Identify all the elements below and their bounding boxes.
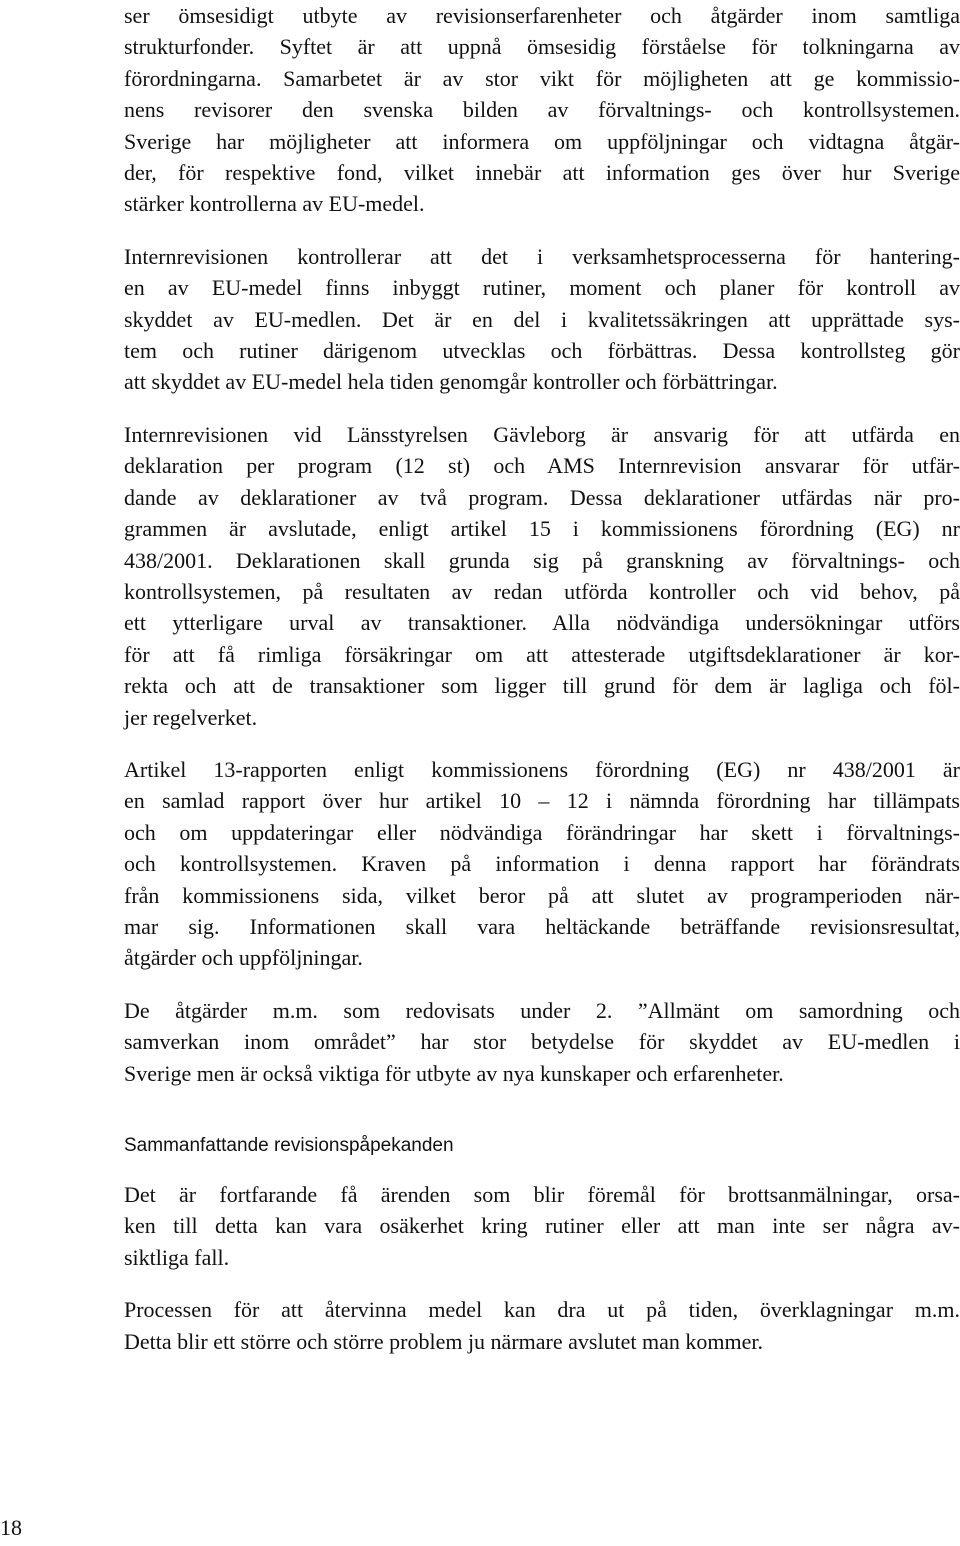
text-line: Det är fortfarande få ärenden som blir föremål för brottsanmälningar, orsa- <box>124 1182 960 1207</box>
paragraph-gap <box>124 974 960 995</box>
paragraph <box>124 1179 960 1273</box>
text-line: och om uppdateringar eller nödvändiga förändringar har skett i förvaltnings- <box>124 819 960 845</box>
paragraph <box>124 419 960 733</box>
paragraph <box>124 995 960 1089</box>
text-line: ser ömsesidigt utbyte av revisionserfarenheter och åtgärder inom samtliga <box>124 3 960 28</box>
paragraph <box>124 1294 960 1357</box>
text-line: der, för respektive fond, vilket innebär att information ges över hur Sverige <box>124 160 960 186</box>
text-line: De åtgärder m.m. som redovisats under 2. ”Allmänt om samordning och <box>124 997 960 1023</box>
text-line: grammen är avslutade, enligt artikel 15 i kommissionens förordning (EG) nr <box>124 516 960 542</box>
text-line: Artikel 13-rapporten enligt kommissionens förordning (EG) nr 438/2001 är <box>124 756 960 782</box>
text-line: Detta blir ett större och större problem ju närmare avslutet man kommer. <box>124 1328 764 1354</box>
paragraph-gap <box>124 733 960 754</box>
text-line: Processen för att återvinna medel kan dra ut på tiden, överklagningar m.m. <box>124 1297 960 1323</box>
text-line: rekta och att de transaktioner som ligger till grund för dem är lagliga och föl- <box>124 673 960 699</box>
section-spacer <box>124 1089 960 1133</box>
summary-text-section <box>124 1179 960 1357</box>
text-line: samverkan inom området” har stor betydelse för skyddet av EU-medlen i <box>124 1029 960 1055</box>
body-text-section <box>124 0 960 1089</box>
text-line: kontrollsystemen, på resultaten av redan utförda kontroller och vid behov, på <box>124 578 960 604</box>
text-line: en samlad rapport över hur artikel 10 – 12 i nämnda förordning har tillämpats <box>124 788 960 814</box>
paragraph <box>124 754 960 974</box>
text-line: mar sig. Informationen skall vara heltäckande beträffande revisionsresultat, <box>124 913 960 939</box>
text-line: ett ytterligare urval av transaktioner. Alla nödvändiga undersökningar utförs <box>124 610 960 636</box>
text-line: ken till detta kan vara osäkerhet kring rutiner eller att man inte ser några av- <box>124 1213 960 1239</box>
text-line: att skyddet av EU-medel hela tiden genomgår kontroller och förbättringar. <box>124 369 778 395</box>
text-line: stärker kontrollerna av EU-medel. <box>124 191 425 217</box>
section-heading: Sammanfattande revisionspåpekanden <box>124 1135 454 1156</box>
paragraph <box>124 0 960 220</box>
text-line: tem och rutiner därigenom utvecklas och förbättras. Dessa kontrollsteg gör <box>124 338 960 364</box>
text-line: en av EU-medel finns inbyggt rutiner, moment och planer för kontroll av <box>124 275 960 301</box>
text-line: skyddet av EU-medlen. Det är en del i kvalitetssäkringen att upprättade sys- <box>124 306 960 332</box>
text-line: Internrevisionen kontrollerar att det i verksamhetsprocesserna för hantering- <box>124 243 960 269</box>
text-line: dande av deklarationer av två program. Dessa deklarationer utfärdas när pro- <box>124 484 960 510</box>
text-line: strukturfonder. Syftet är att uppnå ömsesidig förståelse för tolkningarna av <box>124 34 960 60</box>
text-line: 438/2001. Deklarationen skall grunda sig på granskning av förvaltnings- och <box>124 547 960 573</box>
text-line: Sverige har möjligheter att informera om uppföljningar och vidtagna åtgär- <box>124 128 960 154</box>
text-line: deklaration per program (12 st) och AMS Internrevision ansvarar för utfär- <box>124 453 960 479</box>
text-line: Sverige men är också viktiga för utbyte av nya kunskaper och erfarenheter. <box>124 1060 784 1086</box>
paragraph <box>124 241 960 398</box>
paragraph-gap <box>124 220 960 241</box>
paragraph-gap <box>124 1273 960 1294</box>
text-line: för att få rimliga försäkringar om att attesterade utgiftsdeklarationer är kor- <box>124 641 960 667</box>
paragraph-gap <box>124 398 960 419</box>
text-line: siktliga fall. <box>124 1244 230 1270</box>
text-line: åtgärder och uppföljningar. <box>124 945 363 971</box>
text-line: jer regelverket. <box>124 704 258 730</box>
page-number: 18 <box>0 1515 22 1540</box>
document-page <box>124 0 960 1357</box>
heading-spacer <box>124 1159 960 1179</box>
text-line: och kontrollsystemen. Kraven på information i denna rapport har förändrats <box>124 851 960 877</box>
text-line: nens revisorer den svenska bilden av förvaltnings- och kontrollsystemen. <box>124 97 960 123</box>
text-line: förordningarna. Samarbetet är av stor vikt för möjligheten att ge kommissio- <box>124 65 960 91</box>
text-line: Internrevisionen vid Länsstyrelsen Gävleborg är ansvarig för att utfärda en <box>124 421 960 447</box>
text-line: från kommissionens sida, vilket beror på att slutet av programperioden när- <box>124 882 960 908</box>
